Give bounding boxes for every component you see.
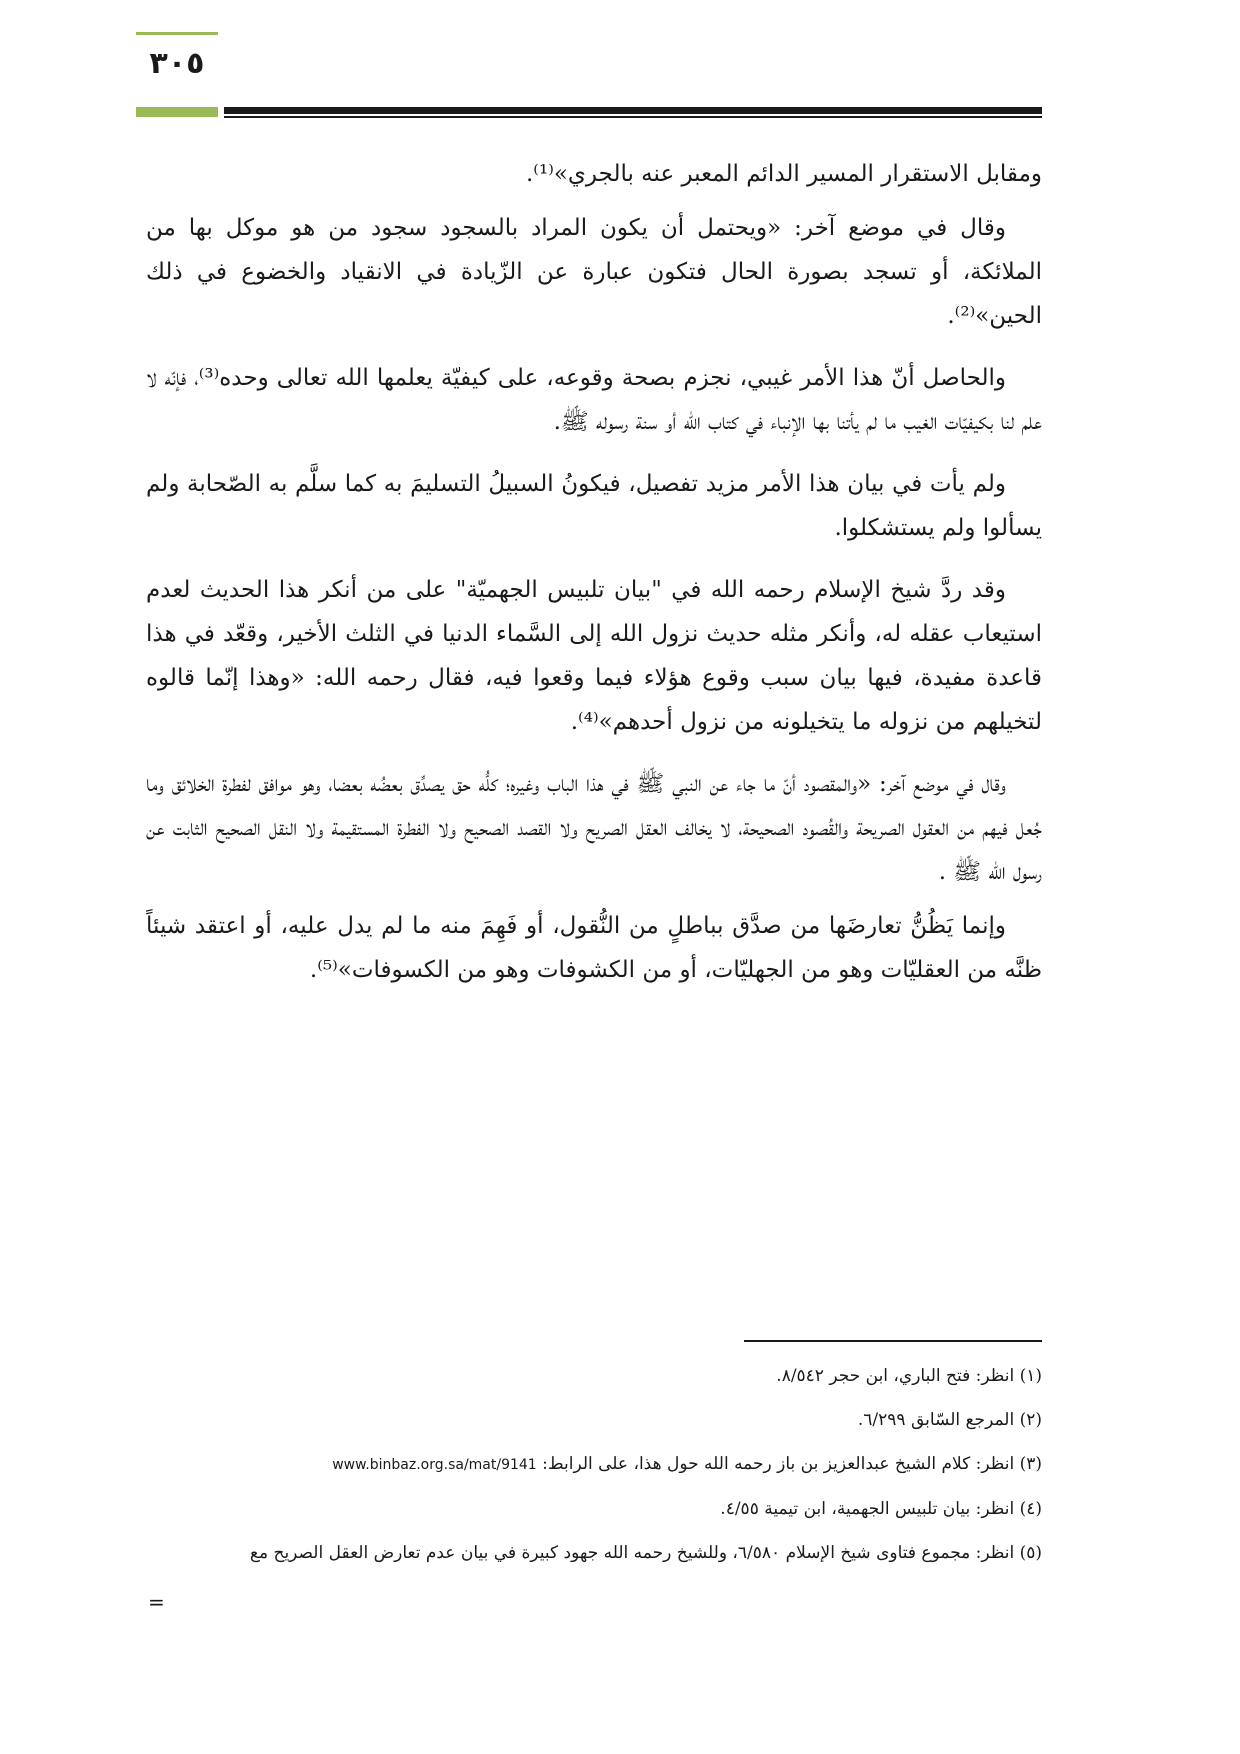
paragraph-6: وقال في موضع آخر: «والمقصود أنّ ما جاء عن النبي ﷺ في هذا الباب وغيره؛ كلُّه حق يصدِّق بعضُه بعضا، وهو موافق لفطرة الخلائق وما جُعل فيهم من العقول الصريحة والقُصود الصحيحة، لا يخالف العقل الصريح ولا القصد الصحيح ولا الفطرة المستقيمة ولا النقل الصحيح الثابت عن رسول الله ﷺ .: [146, 771, 1042, 885]
footnote-3-text: (٣) انظر: كلام الشيخ عبدالعزيز بن باز رحمه الله حول هذا، على الرابط:: [542, 1454, 1042, 1474]
header-accent-bar: [136, 32, 218, 35]
paragraph-4: ولم يأت في بيان هذا الأمر مزيد تفصيل، فيكونُ السبيلُ التسليمَ به كما سلَّم به الصّحابة ولم يسألوا ولم يستشكلوا.: [146, 471, 1042, 541]
footnote-4: (٤) انظر: بيان تلبيس الجهمية، ابن تيمية ٤/٥٥.: [720, 1499, 1042, 1519]
header-rule-thick: [224, 107, 1042, 114]
footnotes: [146, 1354, 1042, 1575]
footnote-separator: [744, 1340, 1042, 1342]
main-text: [146, 152, 1042, 1010]
page-number: ٣٠٥: [149, 46, 205, 81]
footnote-continuation-mark: =: [148, 1590, 165, 1614]
paragraph-3: والحاصل أنّ هذا الأمر غيبي، نجزم بصحة وقوعه، على كيفيّة يعلمها الله تعالى وحده⁽³⁾، فإنّه لا علم لنا بكيفيّات الغيب ما لم يأتنا بها الإنباء في كتاب الله أو سنة رسوله ﷺ.: [146, 365, 1042, 435]
footnote-3: [146, 1442, 1042, 1487]
paragraph-5: وقد ردَّ شيخ الإسلام رحمه الله في "بيان تلبيس الجهميّة" على من أنكر هذا الحديث لعدم استيعاب عقله له، وأنكر مثله حديث نزول الله إلى السَّماء الدنيا في الثلث الأخير، وقعّد في هذا قاعدة مفيدة، فيها بيان سبب وقوع هؤلاء فيما وقعوا فيه، فقال رحمه الله: «وهذا إنّما قالوه لتخيلهم من نزوله ما يتخيلونه من نزول أحدهم»⁽⁴⁾.: [146, 577, 1042, 735]
paragraph-2: وقال في موضع آخر: «ويحتمل أن يكون المراد بالسجود سجود من هو موكل بها من الملائكة، أو تسجد بصورة الحال فتكون عبارة عن الزّيادة في الانقياد والخضوع في ذلك الحين»⁽²⁾.: [146, 215, 1042, 329]
header-green-block: [136, 107, 218, 117]
paragraph-1: ومقابل الاستقرار المسير الدائم المعبر عنه بالجري»⁽¹⁾.: [525, 161, 1042, 187]
footnote-3-link[interactable]: www.binbaz.org.sa/mat/9141: [332, 1457, 537, 1473]
footnote-1: (١) انظر: فتح الباري، ابن حجر ٨/٥٤٢.: [776, 1366, 1042, 1386]
paragraph-7: وإنما يَظُنُّ تعارضَها من صدَّق بباطلٍ من النُّقول، أو فَهِمَ منه ما لم يدل عليه، أو اعتقد شيئاً ظنَّه من العقليّات وهو من الجهليّات، أو من الكشوفات وهو من الكسوفات»⁽⁵⁾.: [146, 913, 1042, 983]
header-rule-thin: [224, 116, 1042, 118]
footnote-5: (٥) انظر: مجموع فتاوى شيخ الإسلام ٦/٥٨٠، وللشيخ رحمه الله جهود كبيرة في بيان عدم تعارض العقل الصريح مع: [249, 1543, 1042, 1563]
footnote-2: (٢) المرجع السّابق ٦/٢٩٩.: [857, 1410, 1042, 1430]
